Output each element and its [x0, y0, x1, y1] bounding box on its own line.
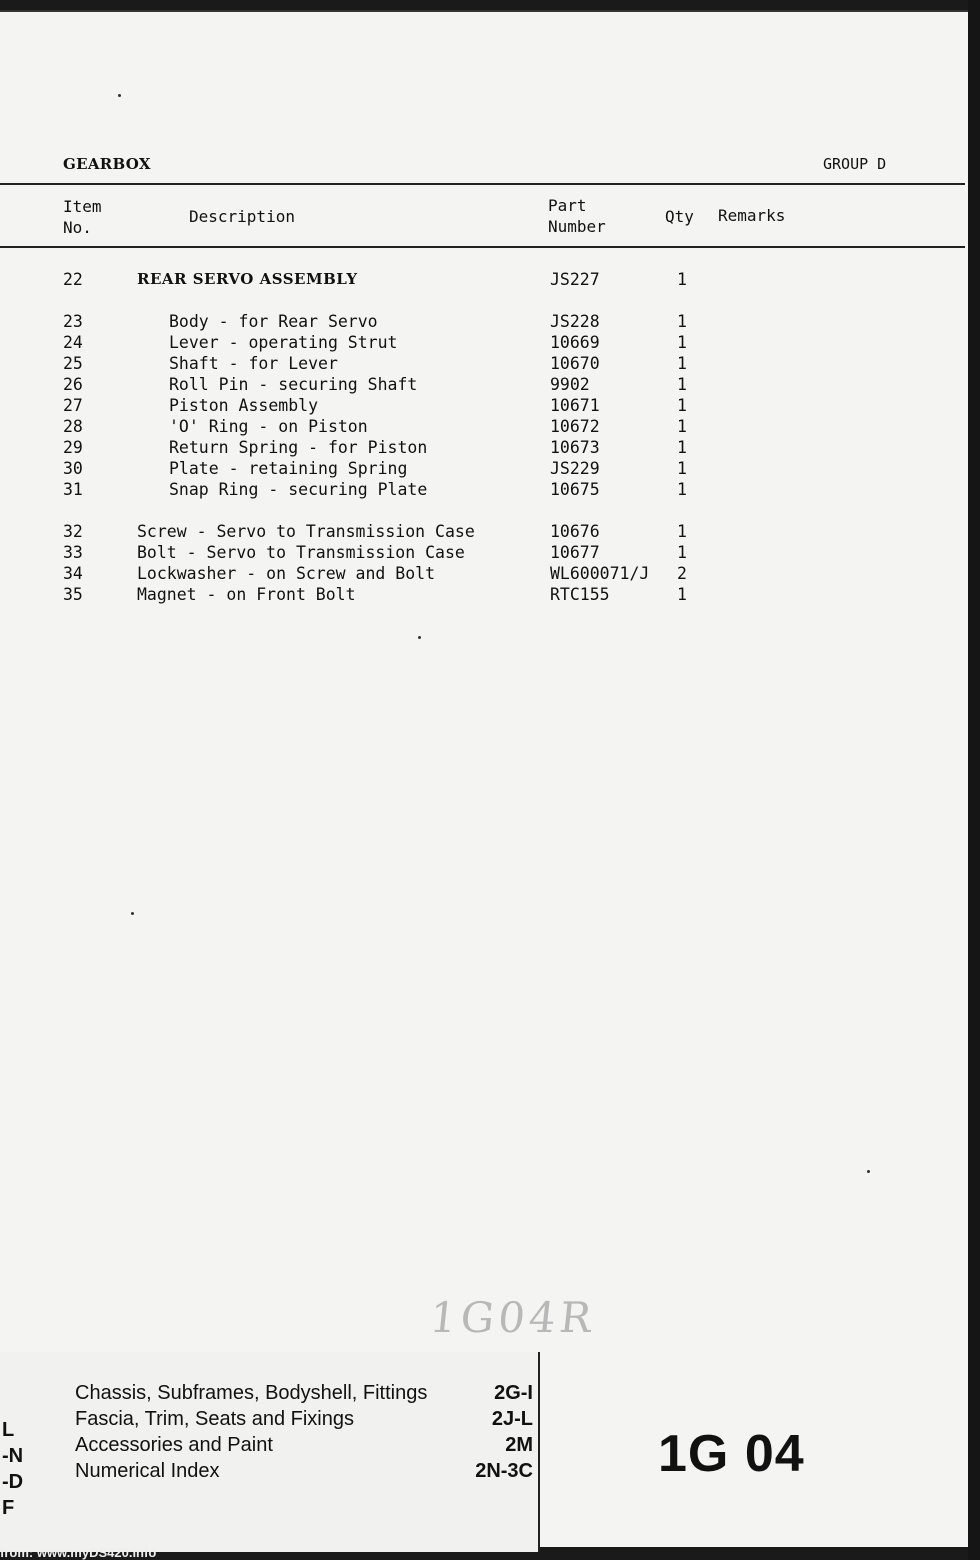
item-number: 28 — [63, 417, 83, 436]
column-qty: Qty — [665, 207, 694, 226]
item-qty: 1 — [677, 543, 687, 562]
table-row — [0, 437, 960, 458]
item-description: Return Spring - for Piston — [169, 438, 428, 457]
item-qty: 1 — [677, 396, 687, 415]
part-number: 10670 — [550, 354, 600, 373]
item-number: 24 — [63, 333, 83, 352]
part-number: JS229 — [550, 459, 600, 478]
index-entry-code: 2N-3C — [475, 1460, 533, 1482]
item-description: Magnet - on Front Bolt — [137, 585, 356, 604]
table-row — [0, 584, 960, 605]
part-number: 10672 — [550, 417, 600, 436]
item-number: 30 — [63, 459, 83, 478]
item-number: 22 — [63, 270, 83, 289]
handwritten-note: 1G04R — [427, 1293, 598, 1342]
table-row — [0, 311, 960, 332]
table-row — [0, 374, 960, 395]
index-entry-code: 2M — [505, 1434, 533, 1456]
part-number: RTC155 — [550, 585, 610, 604]
header-rule-top — [0, 183, 965, 185]
item-description: Lever - operating Strut — [169, 333, 398, 352]
item-description: Screw - Servo to Transmission Case — [137, 522, 475, 541]
fiche-number: 1G 04 — [658, 1425, 805, 1483]
index-entry-code: 2J-L — [491, 1408, 533, 1430]
item-description: Roll Pin - securing Shaft — [169, 375, 418, 394]
part-number: 10676 — [550, 522, 600, 541]
item-description: Lockwasher - on Screw and Bolt — [137, 564, 436, 583]
item-number: 31 — [63, 480, 83, 499]
part-number: WL600071/J — [550, 564, 650, 583]
item-qty: 2 — [677, 564, 687, 583]
index-letter: L — [2, 1419, 15, 1441]
item-number: 25 — [63, 354, 83, 373]
part-number: 10677 — [550, 543, 600, 562]
item-description: Plate - retaining Spring — [169, 459, 408, 478]
table-row — [0, 521, 960, 542]
item-qty: 1 — [677, 354, 687, 373]
item-description: Piston Assembly — [169, 396, 319, 415]
table-row — [0, 563, 960, 584]
item-number: 34 — [63, 564, 83, 583]
item-description: Bolt - Servo to Transmission Case — [137, 543, 465, 562]
item-qty: 1 — [677, 585, 687, 604]
scan-speck — [867, 1170, 870, 1173]
item-qty: 1 — [677, 312, 687, 331]
item-description: Body - for Rear Servo — [169, 312, 378, 331]
item-qty: 1 — [677, 438, 687, 457]
part-number: 10673 — [550, 438, 600, 457]
part-number: JS228 — [550, 312, 600, 331]
index-letter: -D — [2, 1471, 24, 1493]
table-row — [0, 353, 960, 374]
item-description: Snap Ring - securing Plate — [169, 480, 428, 499]
item-qty: 1 — [677, 480, 687, 499]
scan-border — [968, 0, 980, 1560]
item-qty: 1 — [677, 270, 687, 289]
index-entry-label: Fascia, Trim, Seats and Fixings — [75, 1408, 354, 1430]
column-part-number: Part Number — [548, 196, 606, 236]
item-number: 29 — [63, 438, 83, 457]
column-description: Description — [189, 207, 295, 226]
part-number: JS227 — [550, 270, 600, 289]
item-number: 23 — [63, 312, 83, 331]
table-row — [0, 269, 960, 290]
part-number: 10669 — [550, 333, 600, 352]
index-entry-code: 2G-I — [494, 1382, 533, 1404]
table-row — [0, 416, 960, 437]
item-number: 35 — [63, 585, 83, 604]
index-entry-label: Chassis, Subframes, Bodyshell, Fittings — [75, 1382, 428, 1404]
item-qty: 1 — [677, 333, 687, 352]
item-description: REAR SERVO ASSEMBLY — [137, 270, 358, 288]
item-description: 'O' Ring - on Piston — [169, 417, 368, 436]
source-watermark: from: www.myDS420.info — [0, 1545, 157, 1560]
item-qty: 1 — [677, 459, 687, 478]
table-row — [0, 542, 960, 563]
item-qty: 1 — [677, 375, 687, 394]
item-description: Shaft - for Lever — [169, 354, 338, 373]
item-number: 26 — [63, 375, 83, 394]
index-letter: F — [2, 1497, 15, 1519]
index-entry — [75, 1380, 535, 1406]
parts-list-page — [0, 10, 968, 1547]
scan-speck — [418, 636, 421, 639]
table-row — [0, 479, 960, 500]
index-letter-column — [2, 1417, 23, 1521]
table-row — [0, 458, 960, 479]
section-title: GEARBOX — [63, 155, 151, 173]
item-number: 33 — [63, 543, 83, 562]
item-number: 27 — [63, 396, 83, 415]
index-entry-label: Accessories and Paint — [75, 1434, 273, 1456]
index-entry — [75, 1406, 535, 1432]
item-number: 32 — [63, 522, 83, 541]
index-entry-label: Numerical Index — [75, 1460, 220, 1482]
scan-speck — [118, 94, 121, 97]
group-label: GROUP D — [823, 155, 887, 173]
column-item-no: Item No. — [63, 197, 102, 237]
index-entry — [75, 1458, 535, 1484]
item-qty: 1 — [677, 417, 687, 436]
item-qty: 1 — [677, 522, 687, 541]
index-entry — [75, 1432, 535, 1458]
column-remarks: Remarks — [718, 206, 786, 225]
part-number: 10671 — [550, 396, 600, 415]
table-row — [0, 395, 960, 416]
part-number: 9902 — [550, 375, 590, 394]
header-rule-bottom — [0, 246, 965, 248]
table-row — [0, 332, 960, 353]
scan-speck — [131, 912, 134, 915]
part-number: 10675 — [550, 480, 600, 499]
index-letter: -N — [2, 1445, 24, 1467]
